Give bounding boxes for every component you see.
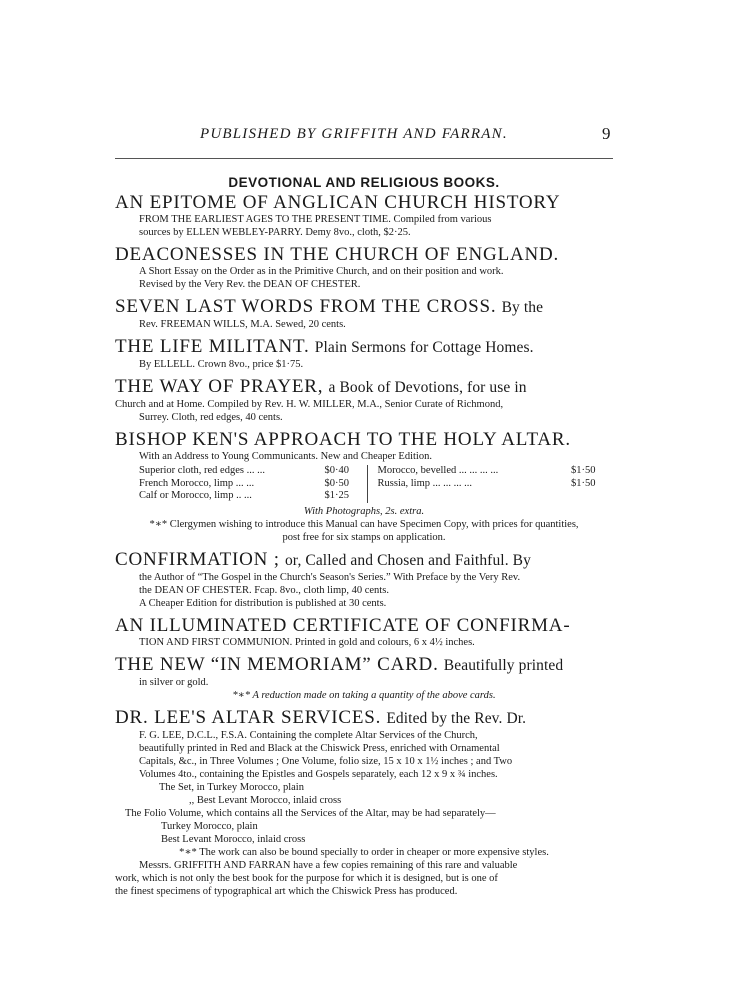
book-title: DEACONESSES IN THE CHURCH OF ENGLAND. [115,244,560,265]
running-head [0,122,748,146]
clergy-note: *∗* Clergymen wishing to introduce this Manual can have Specimen Copy, with prices for quantities, [149,518,579,530]
book-description: By ELLELL. Crown 8vo., price $1·75. [139,359,304,370]
book-title: AN EPITOME OF ANGLICAN CHURCH HISTORY [115,192,561,213]
book-entry-deaconesses [115,244,613,291]
book-entry-altar-services [115,707,613,898]
book-description: A Cheaper Edition for distribution is published at 30 cents. [139,597,387,609]
book-entry-memoriam-card [115,654,613,702]
price-row: Russia, limp ... ... ... ... $1·50 [377,477,596,489]
running-title: PUBLISHED BY GRIFFITH AND FARRAN. [200,126,508,142]
book-description: the DEAN OF CHESTER. Fcap. 8vo., cloth limp, 40 cents. [139,584,389,596]
book-description: the Author of “The Gospel in the Church's Season's Series.” With Preface by the Very Rev. [139,571,521,583]
book-description: Revised by the Very Rev. the DEAN OF CHESTER. [139,279,361,290]
book-description: Capitals, &c., in Three Volumes ; One Volume, folio size, 15 x 10 x 1½ inches ; and Two [139,755,513,767]
book-description: Surrey. Cloth, red edges, 40 cents. [139,412,283,423]
book-title: THE NEW “IN MEMORIAM” CARD. Beautifully printed [115,653,564,675]
price-column-right [378,465,613,503]
reduction-note: *∗* A reduction made on taking a quantity of the above cards. [232,689,496,701]
book-description: Volumes 4to., containing the Epistles and Gospels separately, each 12 x 9 x ¾ inches. [139,768,498,780]
book-title: DR. LEE'S ALTAR SERVICES. Edited by the Rev. Dr. [115,706,527,728]
photographs-note: With Photographs, 2s. extra. [303,505,425,517]
book-entry-life-militant [115,336,613,371]
section-title: DEVOTIONAL AND RELIGIOUS BOOKS. [228,175,500,190]
clergy-note: post free for six stamps on application. [282,531,446,543]
book-title: SEVEN LAST WORDS FROM THE CROSS. By the [115,296,544,317]
book-description: TION AND FIRST COMMUNION. Printed in gold and colours, 6 x 4½ inches. [139,636,475,648]
binding-option: The Set, in Turkey Morocco, plain [159,781,304,793]
price-row: Calf or Morocco, limp .. ... $1·25 [139,490,350,501]
book-entry-seven-last-words [115,296,613,331]
book-title: CONFIRMATION ; or, Called and Chosen and Faithful. By [115,548,531,570]
price-list [139,465,613,503]
book-description: sources by ELLEN WEBLEY-PARRY. Demy 8vo., cloth, $2·25. [139,227,411,238]
remaining-copies-note: the finest specimens of typographical art which the Chiswick Press has produced. [115,885,458,897]
binding-option: The Folio Volume, which contains all the Services of the Altar, may be had separately— [125,807,496,819]
book-description: Church and at Home. Compiled by Rev. H. W. MILLER, M.A., Senior Curate of Richmond, [115,399,504,410]
book-description: FROM THE EARLIEST AGES TO THE PRESENT TIME. Compiled from various [139,214,492,225]
price-row: French Morocco, limp ... ... $0·50 [139,477,350,489]
remaining-copies-note: Messrs. GRIFFITH AND FARRAN have a few copies remaining of this rare and valuable [139,859,518,871]
book-title: BISHOP KEN'S APPROACH TO THE HOLY ALTAR. [115,429,571,450]
page-number: 9 [602,124,611,143]
price-row: Superior cloth, red edges ... ... $0·40 [139,465,350,476]
book-description: Rev. FREEMAN WILLS, M.A. Sewed, 20 cents. [139,319,346,330]
book-description: beautifully printed in Red and Black at the Chiswick Press, enriched with Ornamental [139,742,500,754]
catalogue-content [115,175,613,903]
book-entry-anglican-history [115,192,613,239]
book-entry-way-of-prayer [115,376,613,424]
binding-option: Best Levant Morocco, inlaid cross [161,833,306,845]
book-description: A Short Essay on the Order as in the Primitive Church, and on their position and work. [139,266,504,277]
book-description: F. G. LEE, D.C.L., F.S.A. Containing the complete Altar Services of the Church, [139,729,478,741]
binding-option: Turkey Morocco, plain [161,820,258,832]
remaining-copies-note: work, which is not only the best book for the purpose for which it is designed, but is one of [115,872,498,884]
binding-note: *∗* The work can also be bound specially to order in cheaper or more expensive styles. [179,846,549,858]
book-entry-certificate [115,615,613,649]
book-title: AN ILLUMINATED CERTIFICATE OF CONFIRMA- [115,614,571,636]
book-entry-bishop-ken [115,429,613,544]
header-rule [115,158,613,159]
book-title: THE WAY OF PRAYER, a Book of Devotions, for use in [115,376,527,397]
binding-option: ,, Best Levant Morocco, inlaid cross [189,794,342,806]
book-description: With an Address to Young Communicants. New and Cheaper Edition. [139,451,432,462]
book-entry-confirmation [115,549,613,610]
book-title: THE LIFE MILITANT. Plain Sermons for Cottage Homes. [115,336,534,357]
book-description: in silver or gold. [139,676,209,688]
price-column-left [139,465,368,503]
price-row: Morocco, bevelled ... ... ... ... $1·50 [377,465,596,476]
